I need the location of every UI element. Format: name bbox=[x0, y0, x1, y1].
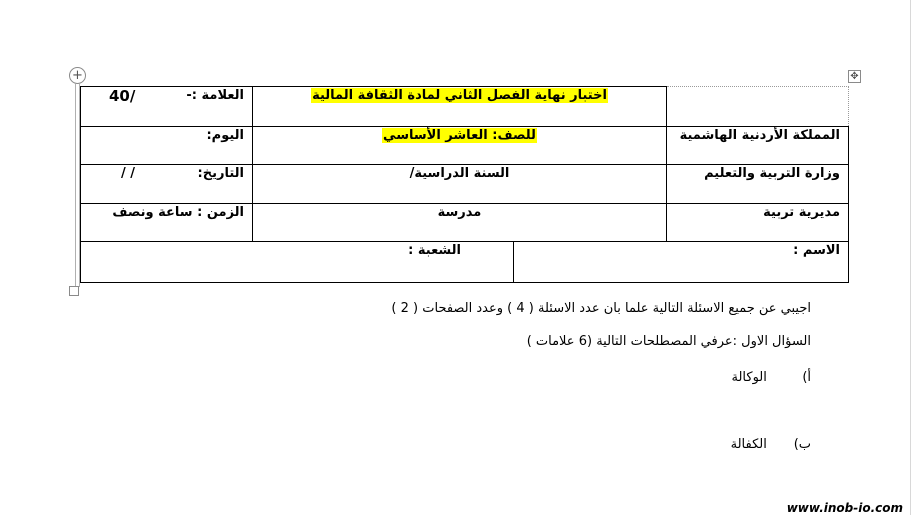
table-row bbox=[81, 165, 849, 204]
date-cell[interactable] bbox=[81, 165, 253, 204]
exam-title-cell[interactable] bbox=[253, 87, 667, 127]
mark-cell[interactable] bbox=[81, 87, 253, 127]
country-cell[interactable] bbox=[667, 127, 849, 165]
instructions-text: اجيبي عن جميع الاسئلة التالية علما بان عدد الاسئلة ( 4 ) وعدد الصفحات ( 2 ) bbox=[391, 301, 811, 316]
school-year-label: السنة الدراسية/ bbox=[409, 166, 510, 181]
table-resize-handle-icon[interactable] bbox=[69, 286, 79, 296]
day-label: اليوم: bbox=[206, 128, 244, 143]
class-label: للصف: العاشر الأساسي bbox=[383, 128, 536, 143]
option-letter: ب) bbox=[793, 437, 811, 452]
table-corner-move-icon[interactable]: ✥ bbox=[848, 70, 861, 83]
mark-row bbox=[89, 87, 244, 105]
school-year-cell[interactable] bbox=[253, 165, 667, 204]
school-cell[interactable] bbox=[253, 204, 667, 242]
table-row bbox=[81, 204, 849, 242]
name-label: الاسم : bbox=[793, 243, 840, 258]
table-row bbox=[81, 127, 849, 165]
table-row bbox=[81, 87, 849, 127]
table-row bbox=[81, 242, 849, 283]
directorate-cell[interactable] bbox=[667, 204, 849, 242]
school-label: مدرسة bbox=[437, 205, 482, 220]
time-cell[interactable] bbox=[81, 204, 253, 242]
table-move-handle-icon[interactable]: + bbox=[69, 67, 86, 84]
option-term: الوكالة bbox=[731, 370, 767, 385]
section-label: الشعبة : bbox=[408, 243, 461, 258]
list-item bbox=[691, 370, 811, 385]
directorate-label: مديرية تربية bbox=[763, 205, 840, 220]
option-term: الكفالة bbox=[730, 437, 767, 452]
option-letter: أ) bbox=[802, 370, 811, 385]
ministry-cell[interactable] bbox=[667, 165, 849, 204]
class-cell[interactable] bbox=[253, 127, 667, 165]
name-field[interactable] bbox=[513, 242, 848, 282]
ministry-label: وزارة التربية والتعليم bbox=[704, 166, 840, 181]
section-field[interactable] bbox=[81, 242, 513, 282]
exam-title: اختبار نهاية الفصل الثاني لمادة الثقافة المالية bbox=[312, 88, 607, 103]
name-section-cell[interactable] bbox=[81, 242, 849, 283]
country-label: المملكة الأردنية الهاشمية bbox=[679, 128, 840, 143]
question-1-text: السؤال الاول :عرفي المصطلحات التالية (6 علامات ) bbox=[526, 334, 811, 349]
exam-header-table bbox=[80, 86, 849, 283]
day-cell[interactable] bbox=[81, 127, 253, 165]
ministry-blank-cell[interactable] bbox=[667, 87, 849, 127]
name-section-row bbox=[81, 242, 848, 282]
watermark: www.inob-io.com bbox=[786, 501, 903, 515]
list-item bbox=[691, 437, 811, 452]
mark-label: العلامة :- bbox=[186, 88, 244, 103]
mark-value: 40/ bbox=[109, 87, 136, 105]
date-label: التاريخ: bbox=[197, 166, 244, 181]
time-label: الزمن : ساعة ونصف bbox=[112, 205, 244, 220]
date-value: / / bbox=[121, 166, 136, 181]
date-row bbox=[89, 165, 244, 183]
